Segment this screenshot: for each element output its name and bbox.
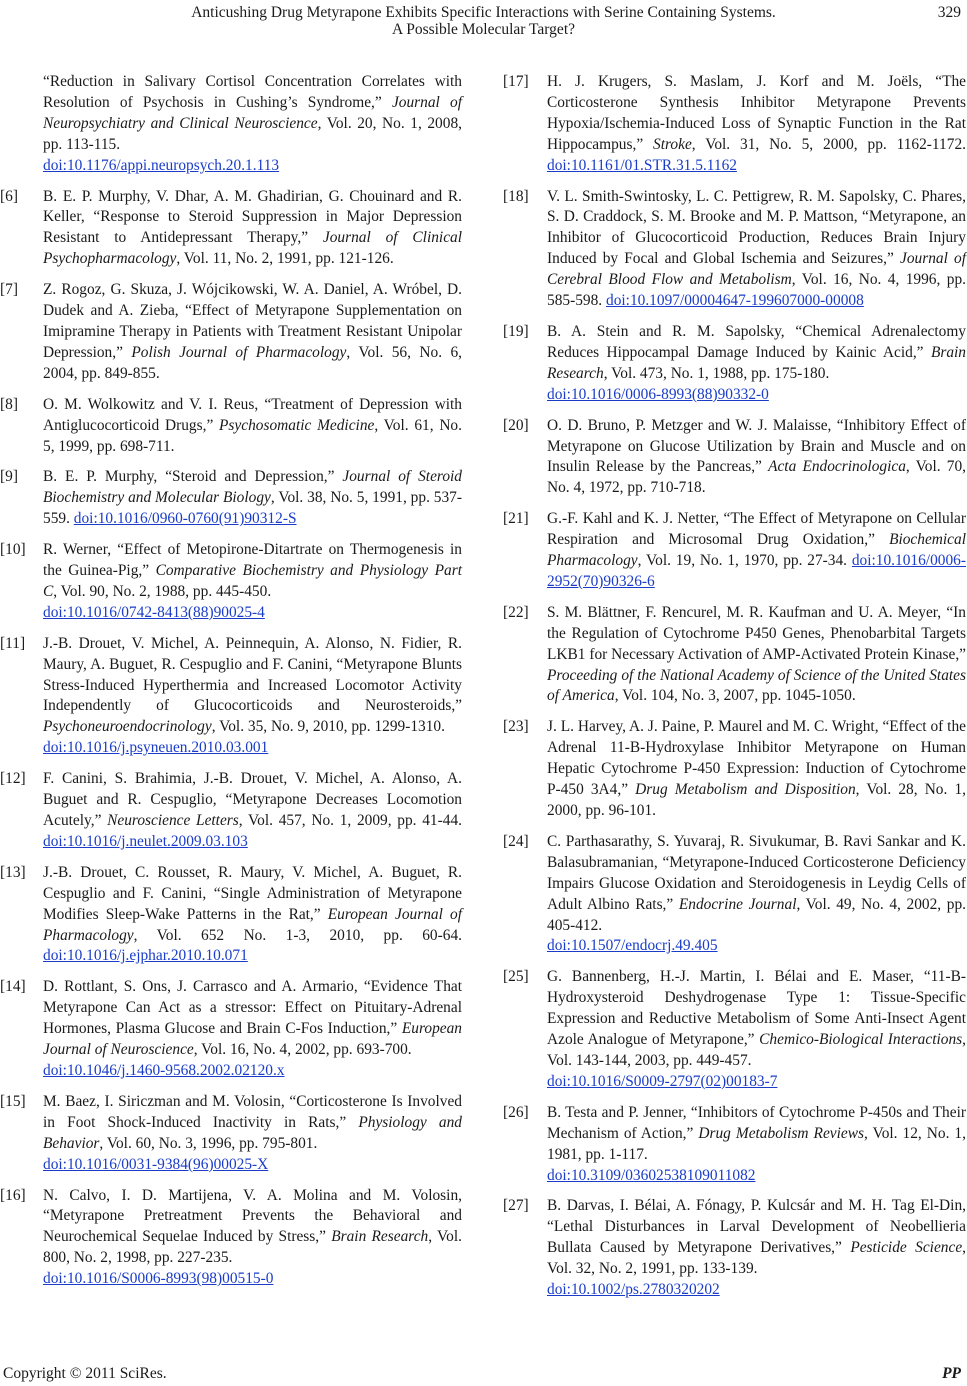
reference-journal: Drug Metabolism and Disposition <box>635 781 856 799</box>
reference-details: , Vol. 28, No. 1, 2000, pp. 96-101. <box>547 781 966 819</box>
reference-journal: Neuroscience Letters <box>107 812 239 829</box>
reference-entry <box>0 187 462 271</box>
doi-link[interactable]: doi:10.1161/01.STR.31.5.1162 <box>547 156 737 174</box>
reference-entry <box>0 769 462 853</box>
reference-authors-title: B. A. Stein and R. M. Sapolsky, “Chemical Adrenalectomy Reduces Hippocampal Damage Induced by Kainic Acid,” <box>547 322 966 361</box>
reference-number: [9] <box>0 468 18 486</box>
doi-link[interactable]: doi:10.1016/0031-9384(96)00025-X <box>43 1155 269 1173</box>
reference-details: , Vol. 35, No. 9, 2010, pp. 1299-1310. <box>211 718 445 736</box>
reference-details: , Vol. 19, No. 1, 1970, pp. 27-34. <box>637 552 852 570</box>
reference-number: [27] <box>503 1197 529 1215</box>
copyright-notice: Copyright © 2011 SciRes. <box>3 1365 167 1382</box>
running-title-line2: A Possible Molecular Target? <box>391 21 576 38</box>
reference-journal: Journal of Neuropsychiatry and Clinical Neuroscience <box>43 93 462 132</box>
reference-details: , Vol. 11, No. 2, 1991, pp. 121-126. <box>176 250 394 268</box>
reference-entry <box>504 1103 966 1187</box>
reference-number: [23] <box>503 718 529 736</box>
doi-link[interactable]: doi:10.1507/endocrj.49.405 <box>547 937 718 955</box>
reference-details: , Vol. 61, No. 5, 1999, pp. 698-711. <box>43 416 462 455</box>
reference-number: [19] <box>503 322 529 340</box>
reference-details: , Vol. 143-144, 2003, pp. 449-457. <box>547 1031 966 1069</box>
reference-entry <box>0 863 462 968</box>
reference-number: [24] <box>503 832 529 850</box>
reference-authors-title: B. Darvas, I. Bélai, A. Fónagy, P. Kulcsár and M. H. Tag El-Din, “Lethal Disturbances in Larval Development of Neobellieria Bullata Caused by Metyrapone Derivatives,” <box>547 1197 966 1257</box>
reference-details: , Vol. 473, No. 1, 1988, pp. 175-180. <box>603 364 830 382</box>
reference-entry <box>504 322 966 406</box>
reference-number: [7] <box>0 281 18 299</box>
reference-authors-title: F. Canini, S. Brahimia, J.-B. Drouet, V. Michel, A. Alonso, A. Buguet and R. Cespuglio, “Metyrapone Decreases Locomotion Acutely,” <box>43 770 462 829</box>
reference-details: , Vol. 457, No. 1, 2009, pp. 41-44. <box>238 812 462 829</box>
reference-journal: European Journal of Neuroscience <box>43 1020 462 1059</box>
reference-journal: Pesticide Science <box>850 1239 963 1257</box>
doi-link[interactable]: doi:10.1016/j.ejphar.2010.10.071 <box>43 947 248 965</box>
reference-authors-title: J.-B. Drouet, V. Michel, A. Peinnequin, A. Alonso, N. Fidier, R. Maury, A. Buguet, R. Cespuglio and F. Canini, “Metyrapone Blunts Stress-Induced Hyperthermia and Increased Locomotor Activity Independently of Glucocorticoids and Neurosteroids,” <box>43 634 462 715</box>
reference-entry <box>504 187 966 312</box>
doi-link[interactable]: doi:10.1016/0006-8993(88)90332-0 <box>547 385 769 403</box>
doi-link[interactable]: doi:10.3109/03602538109011082 <box>547 1166 756 1184</box>
reference-authors-title: C. Parthasarathy, S. Yuvaraj, R. Sivukumar, B. Ravi Sankar and K. Balasubramanian, “Metyrapone-Induced Corticosterone Deficiency Impairs Glucose Oxidation and Steroidogenesis in Leydig Cells of Adult Albino Rats,” <box>547 832 966 913</box>
doi-link[interactable]: doi:10.1016/j.neulet.2009.03.103 <box>43 832 248 850</box>
reference-number: [26] <box>503 1103 529 1121</box>
reference-details: , Vol. 90, No. 2, 1988, pp. 445-450. <box>53 582 272 600</box>
reference-entry <box>0 1092 462 1176</box>
reference-journal: European Journal of Pharmacology <box>43 905 462 944</box>
page-footer <box>0 1365 967 1386</box>
reference-authors-title: N. Calvo, I. D. Martijena, V. A. Molina and M. Volosin, “Metyrapone Pretreatment Prevents the Behavioral and Neurochemical Sequelae Induced by Stress,” <box>43 1186 462 1246</box>
doi-link[interactable]: doi:10.1016/0742-8413(88)90025-4 <box>43 603 265 621</box>
reference-journal: Biochemical Pharmacology <box>547 531 966 570</box>
reference-number: [8] <box>0 395 18 413</box>
reference-number: [21] <box>503 510 529 528</box>
reference-entry <box>0 72 462 177</box>
reference-journal: Journal of Steroid Biochemistry and Molecular Biology <box>43 468 462 507</box>
reference-authors-title: M. Baez, I. Siriczman and M. Volosin, “Corticosterone Is Involved in Foot Shock-Induced Inactivity in Rats,” <box>43 1092 462 1131</box>
reference-entry <box>504 832 966 957</box>
reference-number: [11] <box>0 634 26 652</box>
reference-entry <box>504 509 966 593</box>
running-header <box>0 0 967 48</box>
reference-journal: Journal of Clinical Psychopharmacology <box>43 229 462 268</box>
reference-journal: Psychoneuroendocrinology <box>43 718 212 736</box>
reference-authors-title: Z. Rogoz, G. Skuza, J. Wójcikowski, W. A. Daniel, A. Wróbel, D. Dudek and A. Zieba, “Effect of Metyrapone Supplementation on Imipramine Therapy in Patients with Treatment Resistant Unipolar Depression,” <box>43 281 462 361</box>
reference-authors-title: G. Bannenberg, H.-J. Martin, I. Bélai and E. Maser, “11-B-Hydroxysteroid Deshydrogenase Type 1: Tissue-Specific Expression and Reductive Metabolism of Some Anti-Insect Agent Azole Analogue of Metyrapone,” <box>547 968 966 1049</box>
reference-authors-title: J. L. Harvey, A. J. Paine, P. Maurel and M. C. Wright, “Effect of the Adrenal 11-B-Hydroxylase Inhibitor Metyrapone on Human Hepatic Cytochrome P-450 Expression: Induction of Cytochrome P-450 3A4,” <box>547 718 966 799</box>
reference-authors-title: H. J. Krugers, S. Maslam, J. Korf and M. Joëls, “The Corticosterone Synthesis Inhibitor Metyrapone Prevents Hypoxia/Ischemia-Induced Loss of Synaptic Function in the Rat Hippocampus,” <box>547 73 966 153</box>
reference-details: , Vol. 60, No. 3, 1996, pp. 795-801. <box>99 1134 318 1152</box>
reference-journal: Proceeding of the National Academy of Science of the United States of America <box>547 666 966 705</box>
references-right-column <box>504 72 966 1311</box>
doi-link[interactable]: doi:10.1016/S0009-2797(02)00183-7 <box>547 1072 778 1090</box>
reference-number: [22] <box>503 603 529 621</box>
references-left-column <box>0 72 462 1300</box>
reference-number: [12] <box>0 770 26 788</box>
reference-authors-title: J.-B. Drouet, C. Rousset, R. Maury, V. Michel, A. Buguet, R. Cespuglio and F. Canini, “Single Administration of Metyrapone Modifies Sleep-Wake Patterns in the Rat,” <box>43 863 462 923</box>
reference-entry <box>0 634 462 759</box>
doi-link[interactable]: doi:10.1002/ps.2780320202 <box>547 1281 720 1299</box>
reference-details: , Vol. 31, No. 5, 2000, pp. 1162-1172. <box>691 135 966 153</box>
reference-authors-title: G.-F. Kahl and K. J. Netter, “The Effect of Metyrapone on Cellular Respiration and Microsomal Drug Oxidation,” <box>547 510 966 549</box>
reference-journal: Psychosomatic Medicine <box>219 416 375 434</box>
reference-authors-title: R. Werner, “Effect of Metopirone-Ditartrate on Thermogenesis in the Guinea-Pig,” <box>43 541 462 580</box>
reference-entry <box>504 967 966 1092</box>
reference-number: [15] <box>0 1092 26 1110</box>
reference-journal: Endocrine Journal <box>678 895 797 913</box>
reference-journal: Journal of Cerebral Blood Flow and Metabolism <box>547 250 966 289</box>
reference-details: , Vol. 16, No. 4, 1996, pp. 585-598. <box>547 271 966 310</box>
doi-link[interactable]: doi:10.1046/j.1460-9568.2002.02120.x <box>43 1061 285 1079</box>
reference-details: , Vol. 652 No. 1-3, 2010, pp. 60-64. <box>133 926 462 944</box>
reference-number: [16] <box>0 1186 26 1204</box>
reference-number: [25] <box>503 968 529 986</box>
reference-journal: Polish Journal of Pharmacology <box>131 343 347 361</box>
doi-link[interactable]: doi:10.1097/00004647-199607000-00008 <box>606 292 864 310</box>
doi-link[interactable]: doi:10.1016/S0006-8993(98)00515-0 <box>43 1270 274 1288</box>
reference-entry <box>504 603 966 708</box>
reference-details: , Vol. 800, No. 2, 1998, pp. 227-235. <box>43 1228 462 1267</box>
reference-number: [14] <box>0 978 26 996</box>
reference-entry <box>504 72 966 177</box>
reference-details: , Vol. 38, No. 5, 1991, pp. 537-559. <box>43 489 463 528</box>
reference-number: [17] <box>503 73 529 90</box>
reference-details: , Vol. 49, No. 4, 2002, pp. 405-412. <box>547 895 966 934</box>
page-number: 329 <box>937 4 961 21</box>
reference-authors-title: B. Testa and P. Jenner, “Inhibitors of Cytochrome P-450s and Their Mechanism of Action,” <box>547 1103 966 1142</box>
reference-entry <box>0 280 462 385</box>
reference-details: , Vol. 32, No. 2, 1991, pp. 133-139. <box>547 1239 967 1278</box>
reference-authors-title: “Reduction in Salivary Cortisol Concentration Correlates with Resolution of Psychosis in Cushing’s Syndrome,” <box>43 73 462 111</box>
reference-details: , Vol. 20, No. 1, 2008, pp. 113-115. <box>43 114 462 153</box>
reference-entry <box>0 977 462 1082</box>
reference-journal: Acta Endocrinologica <box>768 458 906 476</box>
reference-authors-title: S. M. Blättner, F. Rencurel, M. R. Kaufman and U. A. Meyer, “In the Regulation of Cytochrome P450 Genes, Phenobarbital Targets LKB1 for Necessary Activation of AMP-Activated Protein Kinase,” <box>547 603 966 663</box>
reference-authors-title: O. M. Wolkowitz and V. I. Reus, “Treatment of Depression with Antiglucocorticoid Drugs,” <box>43 395 462 434</box>
doi-link[interactable]: doi:10.1176/appi.neuropsych.20.1.113 <box>43 156 280 174</box>
reference-number: [13] <box>0 863 26 881</box>
reference-authors-title: B. E. P. Murphy, V. Dhar, A. M. Ghadirian, G. Chouinard and R. Keller, “Response to Steroid Suppression in Major Depression Resistant to Antidepressant Therapy,” <box>43 187 462 247</box>
reference-journal: Comparative Biochemistry and Physiology Part C <box>43 562 463 600</box>
reference-journal: Drug Metabolism Reviews <box>698 1124 864 1142</box>
reference-number: [18] <box>503 187 529 205</box>
reference-journal: Brain Research <box>331 1228 429 1246</box>
running-title-line1: Anticushing Drug Metyrapone Exhibits Specific Interactions with Serine Containing Systems. <box>191 4 776 21</box>
journal-abbreviation: PP <box>942 1365 961 1382</box>
reference-authors-title: D. Rottlant, S. Ons, J. Carrasco and A. Armario, “Evidence That Metyrapone Can Act as a stressor: Effect on Pituitary-Adrenal Hormones, Plasma Glucose and Brain C-Fos Induction,” <box>43 978 462 1038</box>
reference-entry <box>0 540 462 624</box>
reference-entry <box>0 1186 462 1291</box>
reference-number: [20] <box>503 416 529 434</box>
doi-link[interactable]: doi:10.1016/0006-2952(70)90326-6 <box>547 552 966 590</box>
reference-journal: Brain Research <box>547 343 966 382</box>
reference-authors-title: B. E. P. Murphy, “Steroid and Depression,” <box>43 468 343 486</box>
reference-authors-title: O. D. Bruno, P. Metzger and W. J. Malaisse, “Inhibitory Effect of Metyrapone on Glucose Utilization by Brain and Muscle and on Insulin Release by the Pancreas,” <box>547 416 966 476</box>
doi-link[interactable]: doi:10.1016/j.psyneuen.2010.03.001 <box>43 739 269 757</box>
reference-authors-title: V. L. Smith-Swintosky, L. C. Pettigrew, R. M. Sapolsky, C. Phares, S. D. Craddock, S. M. Brooke and M. P. Mattson, “Metyrapone, an Inhibitor of Glucocorticoid Production, Reduces Brain Injury Induced by Focal and Global Ischemia and Seizures,” <box>547 187 966 268</box>
reference-number: [10] <box>0 541 26 559</box>
reference-number: [6] <box>0 187 18 205</box>
reference-journal: Chemico-Biological Interactions <box>759 1031 963 1049</box>
reference-entry <box>0 395 462 458</box>
reference-details: , Vol. 70, No. 4, 1972, pp. 710-718. <box>547 458 966 497</box>
reference-entry <box>504 416 966 500</box>
reference-details: , Vol. 12, No. 1, 1981, pp. 1-117. <box>547 1124 966 1163</box>
reference-details: , Vol. 16, No. 4, 2002, pp. 693-700. <box>193 1041 412 1059</box>
reference-entry <box>0 467 462 530</box>
reference-details: , Vol. 56, No. 6, 2004, pp. 849-855. <box>43 343 462 382</box>
reference-journal: Stroke <box>653 135 692 153</box>
reference-journal: Physiology and Behavior <box>43 1113 462 1152</box>
reference-details: , Vol. 104, No. 3, 2007, pp. 1045-1050. <box>614 687 856 705</box>
reference-entry <box>504 1196 966 1301</box>
reference-entry <box>504 717 966 822</box>
doi-link[interactable]: doi:10.1016/0960-0760(91)90312-S <box>73 510 297 528</box>
